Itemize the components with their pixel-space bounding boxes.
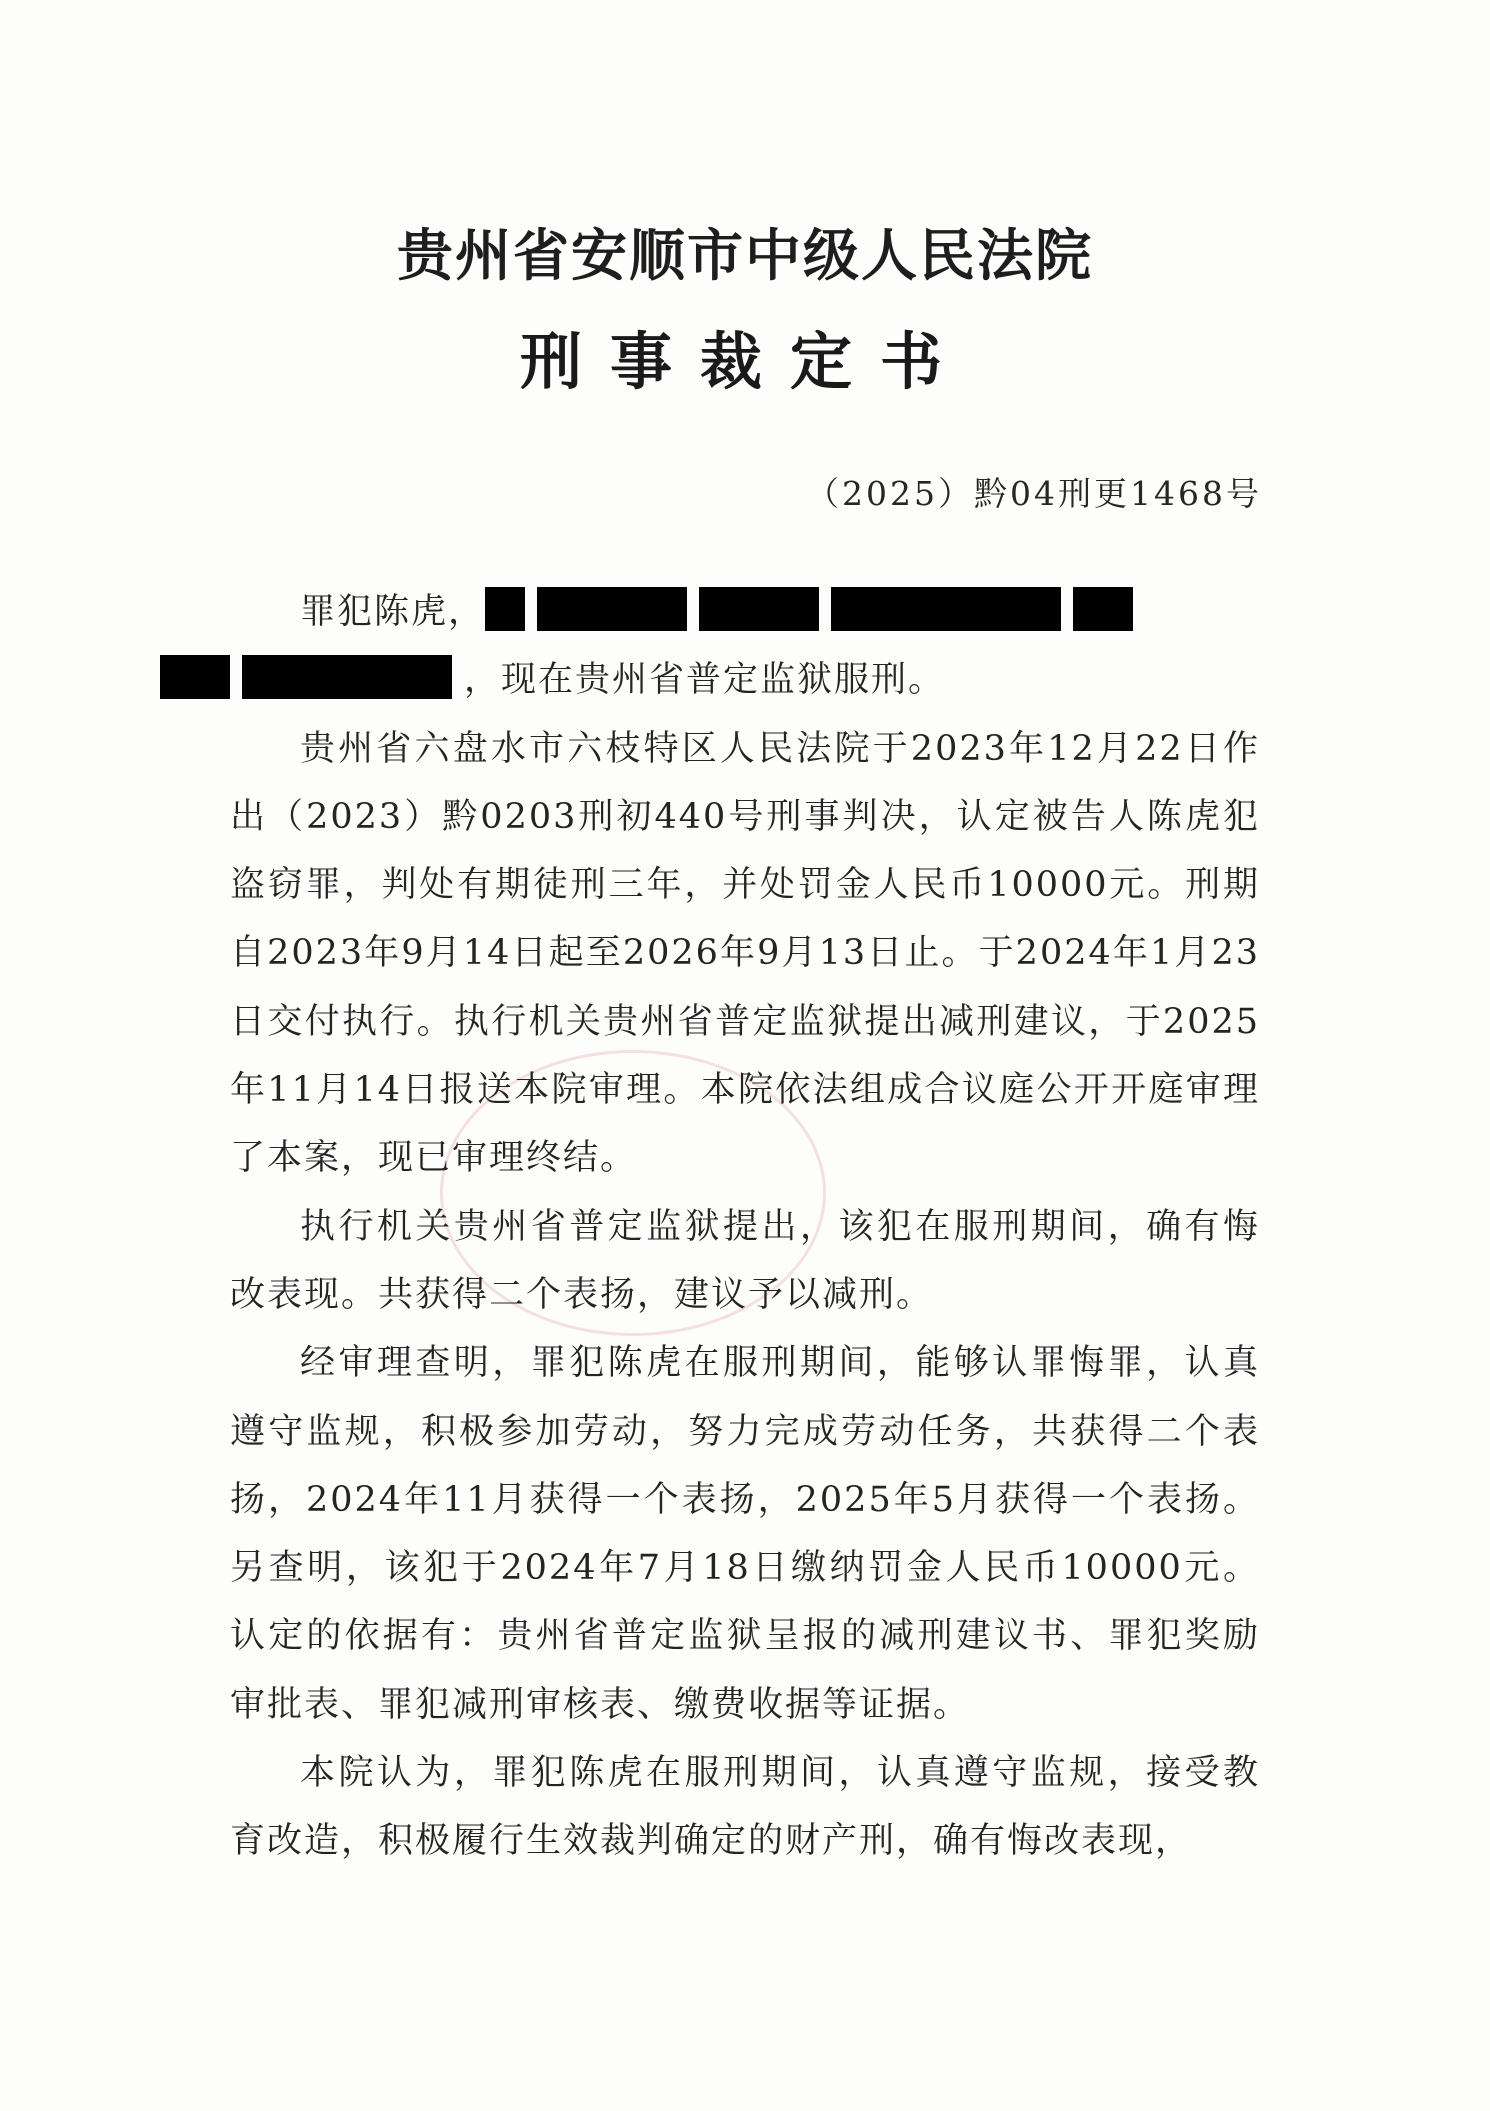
- document-type-title: 刑事裁定书: [519, 325, 970, 398]
- paragraph-judgment-history: 贵州省六盘水市六枝特区人民法院于2023年12月22日作出（2023）黔0203刑初440号刑事判决，认定被告人陈虎犯盗窃罪，判处有期徒刑三年，并处罚金人民币10000元。刑期自2023年9月14日起至2026年9月13日止。于2024年1月23日交付执行。执行机关贵州省普定监狱提出减刑建议，于2025年11月14日报送本院审理。本院依法组成合议庭公开开庭审理了本案，现已审理终结。: [230, 728, 1260, 1179]
- redaction-block: [242, 655, 452, 699]
- paragraph-defendant: [230, 578, 1260, 715]
- paragraph-findings: 经审理查明，罪犯陈虎在服刑期间，能够认罪悔罪，认真遵守监规，积极参加劳动，努力完成劳动任务，共获得二个表扬，2024年11月获得一个表扬，2025年5月获得一个表扬。另查明，该犯于2024年7月18日缴纳罚金人民币10000元。认定的依据有：贵州省普定监狱呈报的减刑建议书、罪犯奖励审批表、罪犯减刑审核表、缴费收据等证据。: [230, 1343, 1260, 1725]
- case-number: （2025）黔04刑更1468号: [806, 474, 1262, 513]
- defendant-location: ，现在贵州省普定监狱服刑。: [464, 660, 946, 701]
- document-body: [230, 578, 1260, 1876]
- redaction-block: [699, 587, 819, 631]
- redaction-block: [160, 655, 230, 699]
- redaction-block: [1073, 587, 1133, 631]
- redaction-block: [537, 587, 687, 631]
- redaction-block: [831, 587, 1061, 631]
- paragraph-prison-proposal: 执行机关贵州省普定监狱提出，该犯在服刑期间，确有悔改表现。共获得二个表扬，建议予以减刑。: [230, 1206, 1260, 1315]
- court-name: 贵州省安顺市中级人民法院: [397, 223, 1093, 289]
- defendant-intro: 罪犯陈虎，: [300, 592, 486, 632]
- paragraph-court-opinion: 本院认为，罪犯陈虎在服刑期间，认真遵守监规，接受教育改造，积极履行生效裁判确定的财产刑，确有悔改表现，: [230, 1753, 1260, 1862]
- redaction-block: [485, 587, 525, 631]
